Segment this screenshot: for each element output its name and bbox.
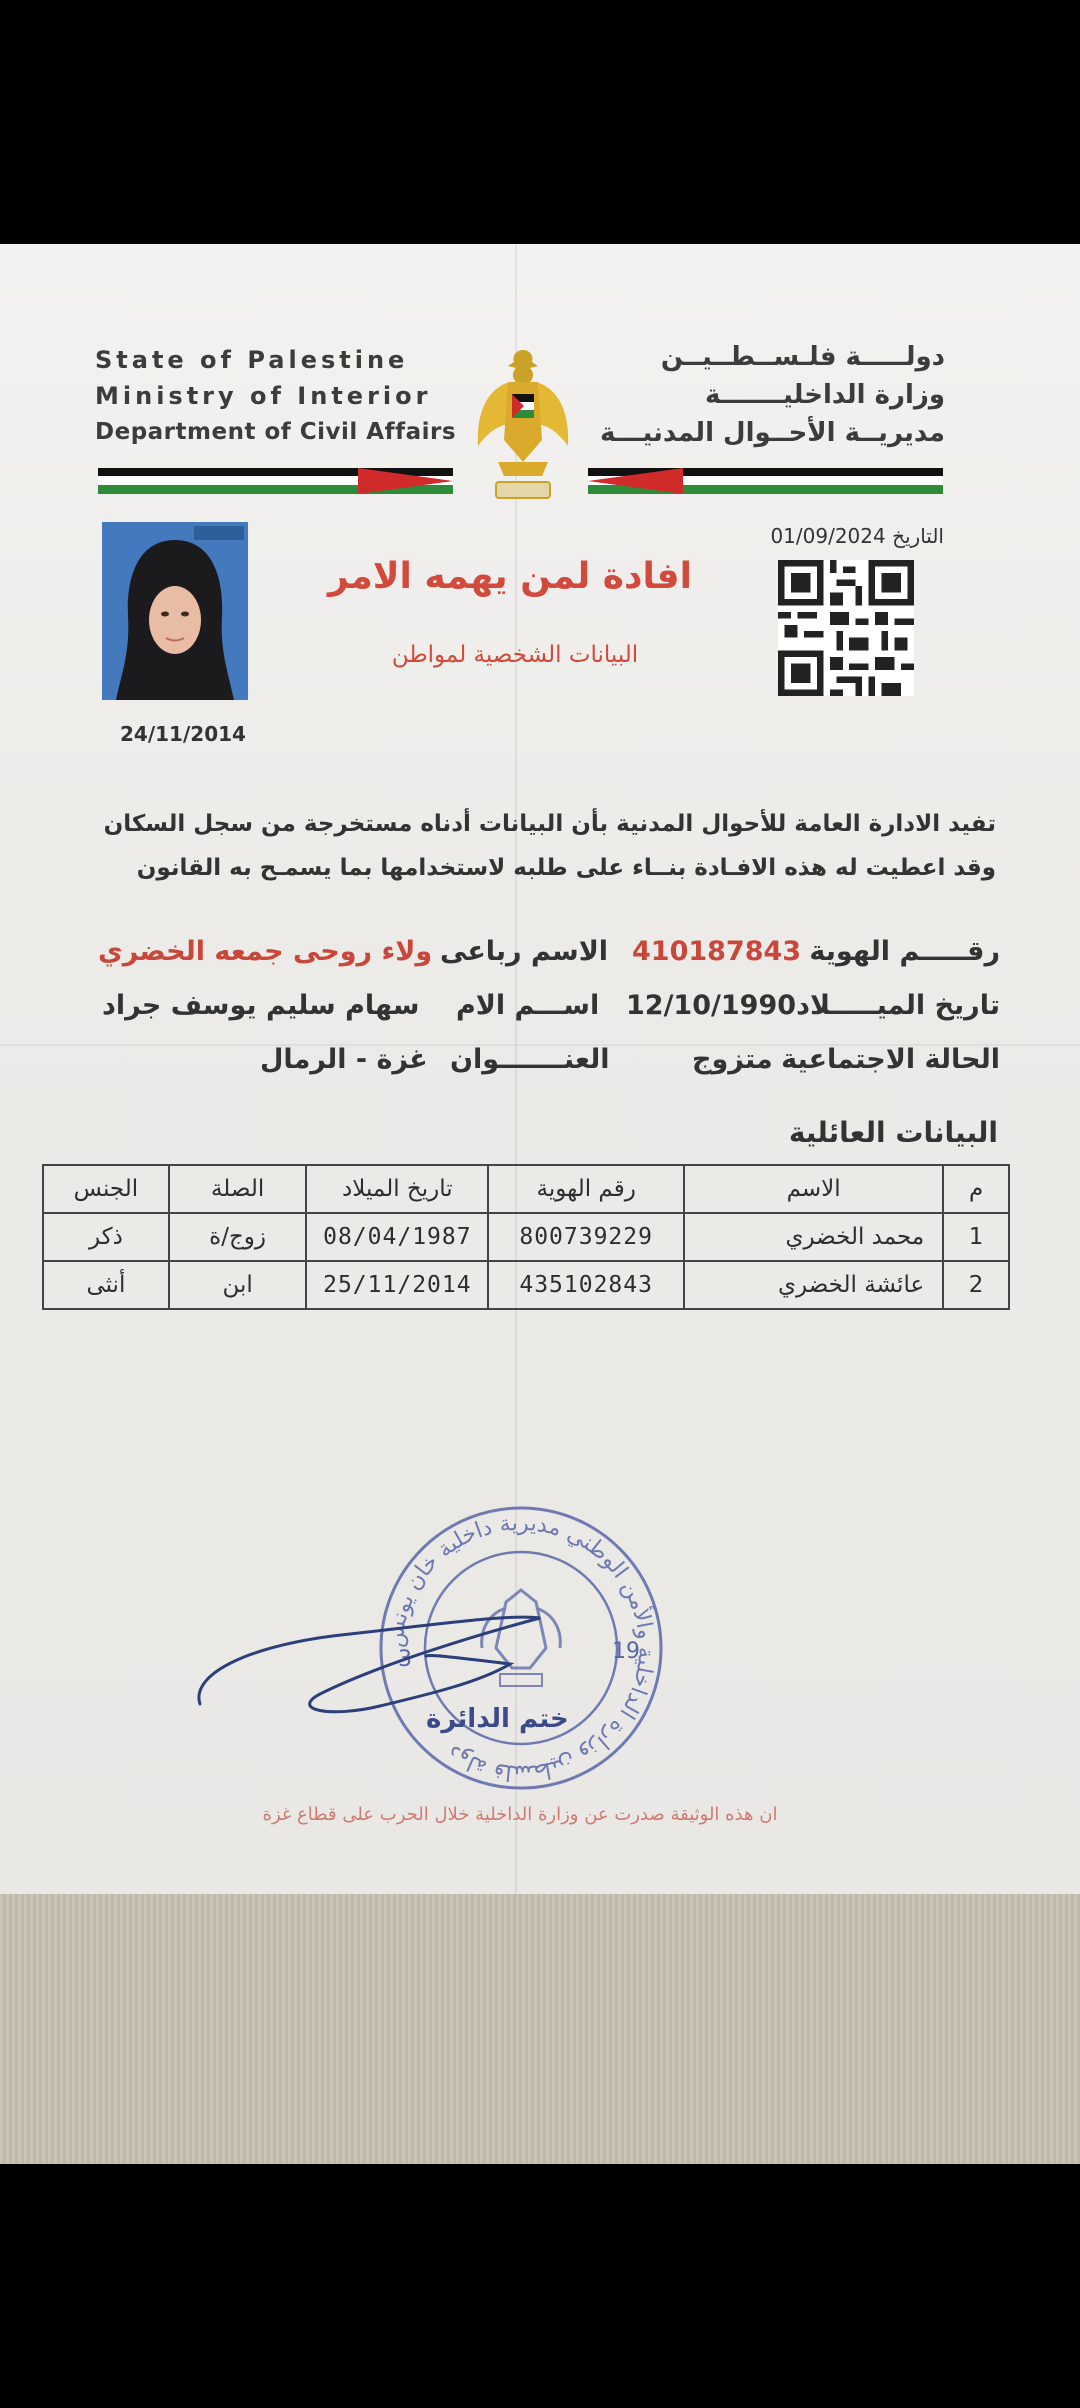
col-header-name: الاسم <box>684 1165 943 1213</box>
cell-index: 2 <box>943 1261 1009 1309</box>
cell-id: 435102843 <box>488 1261 684 1309</box>
family-table-header <box>43 1165 1009 1213</box>
stamp-number-left: 3 <box>398 1647 412 1672</box>
issue-date: التاريخ 01/09/2024 <box>770 524 944 548</box>
palestine-eagle-emblem-icon <box>468 342 578 512</box>
cell-name: عائشة الخضري <box>684 1261 943 1309</box>
col-header-index: م <box>943 1165 1009 1213</box>
certification-paragraph <box>96 802 996 890</box>
document-title: افادة لمن يهمه الامر <box>328 556 692 597</box>
cell-gender: أنثى <box>43 1261 169 1309</box>
id-label: رقـــــم الهوية <box>809 936 1000 967</box>
flag-bar-right <box>588 468 943 494</box>
footer-note: ان هذه الوثيقة صدرت عن وزارة الداخلية خلال الحرب على قطاع غزة <box>262 1804 778 1825</box>
family-section-title: البيانات العائلية <box>788 1116 998 1149</box>
stamp-ring-text: دولة فلسطين وزارة الداخلية والأمن الوطني مديرية داخلية خان يونس <box>383 1510 659 1786</box>
paragraph-line-2: وقد اعطيت له هذه الافـادة بنــاء على طلبه لاستخدامها بما يسمـح به القانون <box>136 855 996 881</box>
table-surface-background <box>0 1894 1080 2164</box>
stamp-number-right: 19 <box>612 1639 640 1664</box>
cell-index: 1 <box>943 1213 1009 1261</box>
header-state: State of Palestine <box>95 346 409 374</box>
mother-label: اســـم الام <box>456 990 600 1021</box>
dob-value: 12/10/1990 <box>626 990 797 1021</box>
photo-date: 24/11/2014 <box>120 722 246 746</box>
flag-bar-left <box>98 468 453 494</box>
header-ministry-ar: وزارة الداخليـــــــة <box>705 380 945 410</box>
address-value: غزة - الرمال <box>260 1044 428 1075</box>
cell-dob: 25/11/2014 <box>306 1261 488 1309</box>
table-row <box>43 1213 1009 1261</box>
cell-id: 800739229 <box>488 1213 684 1261</box>
certificate-paper <box>0 244 1080 1894</box>
qr-code-icon <box>778 560 914 696</box>
cell-relation: زوج/ة <box>169 1213 307 1261</box>
cell-relation: ابن <box>169 1261 307 1309</box>
english-header <box>95 342 456 450</box>
signature <box>180 1594 600 1734</box>
address-label: العنـــــــوان <box>450 1044 610 1075</box>
arabic-header <box>600 338 945 452</box>
col-header-gender: الجنس <box>43 1165 169 1213</box>
citizen-photo <box>102 522 248 700</box>
dob-label: تاريخ الميـــــلاد <box>796 990 1000 1021</box>
paragraph-line-1: تفيد الادارة العامة للأحوال المدنية بأن البيانات أدناه مستخرجة من سجل السكان <box>103 811 996 837</box>
col-header-dob: تاريخ الميلاد <box>306 1165 488 1213</box>
name-label: الاسم رباعى <box>440 936 609 967</box>
cell-dob: 08/04/1987 <box>306 1213 488 1261</box>
col-header-id: رقم الهوية <box>488 1165 684 1213</box>
document-subtitle: البيانات الشخصية لمواطن <box>391 642 639 668</box>
header-ministry: Ministry of Interior <box>95 382 432 410</box>
table-row <box>43 1261 1009 1309</box>
header-department: Department of Civil Affairs <box>95 419 457 445</box>
cell-gender: ذكر <box>43 1213 169 1261</box>
col-header-relation: الصلة <box>169 1165 307 1213</box>
cell-name: محمد الخضري <box>684 1213 943 1261</box>
name-value: ولاء روحى جمعه الخضري <box>98 936 433 967</box>
marital-value: متزوج <box>692 1044 773 1075</box>
id-value: 410187843 <box>632 936 802 967</box>
stamp-label: ختم الدائرة <box>426 1704 569 1734</box>
header-department-ar: مديريــة الأحــوال المدنيـــة <box>600 418 945 448</box>
header-state-ar: دولـــــة فلـســطــيــن <box>660 342 945 372</box>
mother-value: سهام سليم يوسف جراد <box>102 990 420 1021</box>
marital-label: الحالة الاجتماعية <box>781 1044 1000 1075</box>
family-table <box>42 1164 1010 1310</box>
